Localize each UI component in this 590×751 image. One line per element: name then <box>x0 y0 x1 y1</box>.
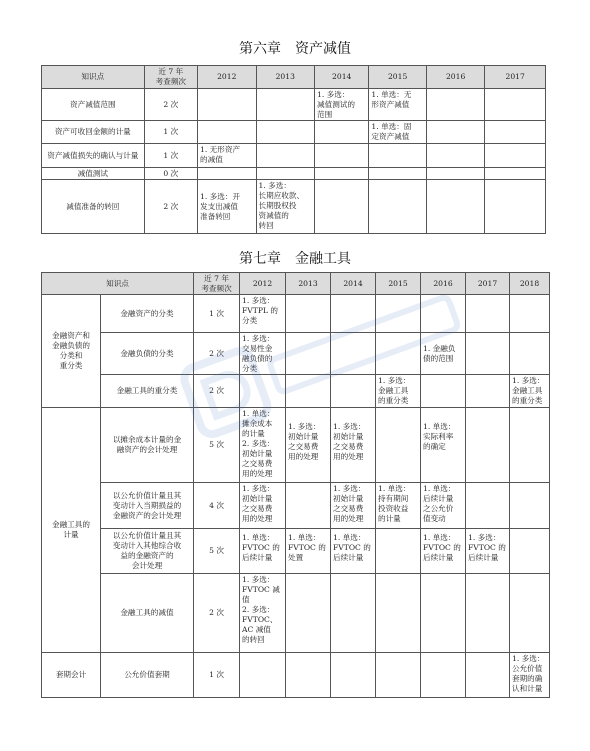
year-cell <box>510 333 550 375</box>
year-cell <box>315 144 369 168</box>
year-cell: 1. 单选： FVTOC 的 后续计量 <box>421 529 466 574</box>
year-cell: 1. 单选：固 定资产减值 <box>369 121 426 144</box>
year-cell <box>198 168 257 180</box>
group-cell: 金融资产和 金融负债的 分类和 重分类 <box>42 295 101 408</box>
year-cell <box>286 375 331 408</box>
year-cell <box>286 483 331 529</box>
year-cell <box>376 574 421 653</box>
freq-cell: 5 次 <box>194 529 240 574</box>
column-header: 知识点 <box>42 66 145 89</box>
table-row <box>42 168 546 180</box>
table-row <box>42 89 546 121</box>
column-header: 2016 <box>421 273 466 295</box>
year-cell <box>426 121 485 144</box>
topic-cell: 减值测试 <box>42 168 145 180</box>
year-cell: 1. 单选： 后续计量 之公允价 值变动 <box>421 483 466 529</box>
chapter-6-title: 第六章 资产减值 <box>239 41 351 57</box>
freq-cell: 1 次 <box>194 295 240 333</box>
column-header: 2015 <box>369 66 426 89</box>
group-cell: 套期会计 <box>42 653 101 698</box>
table-row <box>42 408 550 483</box>
year-cell: 1. 金融负 债的范围 <box>421 333 466 375</box>
year-cell <box>485 89 546 121</box>
column-header: 2018 <box>510 273 550 295</box>
year-cell <box>485 144 546 168</box>
year-cell <box>426 168 485 180</box>
topic-cell: 金融负债的分类 <box>101 333 194 375</box>
year-cell <box>286 333 331 375</box>
year-cell <box>485 168 546 180</box>
year-cell <box>426 89 485 121</box>
table-row <box>42 529 550 574</box>
year-cell <box>256 89 315 121</box>
year-cell <box>485 180 546 234</box>
year-cell <box>198 89 257 121</box>
year-cell <box>331 333 376 375</box>
table-row <box>42 574 550 653</box>
freq-cell: 2 次 <box>144 89 197 121</box>
freq-cell: 1 次 <box>144 121 197 144</box>
year-cell <box>421 653 466 698</box>
year-cell <box>369 180 426 234</box>
group-cell: 金融工具的 计量 <box>42 408 101 653</box>
freq-cell: 5 次 <box>194 408 240 483</box>
topic-cell: 资产减值损失的确认与计量 <box>42 144 145 168</box>
year-cell <box>376 653 421 698</box>
year-cell: 1. 单选： FVTOC 的 处置 <box>286 529 331 574</box>
chapter-7-table <box>41 272 550 698</box>
freq-cell: 2 次 <box>194 333 240 375</box>
year-cell <box>421 574 466 653</box>
year-cell <box>376 529 421 574</box>
year-cell <box>331 653 376 698</box>
topic-cell: 金融工具的减值 <box>101 574 194 653</box>
year-cell <box>510 295 550 333</box>
year-cell <box>369 144 426 168</box>
year-cell <box>198 121 257 144</box>
year-cell <box>466 483 510 529</box>
year-cell <box>510 574 550 653</box>
year-cell <box>256 121 315 144</box>
year-cell <box>331 574 376 653</box>
year-cell: 1. 单选： 摊余成本 的计量 2. 多选： 初始计量 之交易费 用的处理 <box>240 408 286 483</box>
year-cell <box>466 408 510 483</box>
year-cell: 1. 多选： FVTPL 的 分类 <box>240 295 286 333</box>
column-header: 2016 <box>426 66 485 89</box>
column-header: 2012 <box>240 273 286 295</box>
table-row <box>42 295 550 333</box>
year-cell <box>286 574 331 653</box>
year-cell: 1. 多选： 金融工具 的重分类 <box>376 375 421 408</box>
topic-cell: 减值准备的转回 <box>42 180 145 234</box>
year-cell <box>315 168 369 180</box>
year-cell <box>510 483 550 529</box>
year-cell <box>286 653 331 698</box>
year-cell: 1. 多选： 初始计量 之交易费 用的处理 <box>240 483 286 529</box>
column-header: 2012 <box>198 66 257 89</box>
column-header: 近 7 年 考查频次 <box>144 66 197 89</box>
freq-cell: 4 次 <box>194 483 240 529</box>
column-header: 近 7 年 考查频次 <box>194 273 240 295</box>
freq-cell: 1 次 <box>144 144 197 168</box>
chapter-6-table <box>41 65 546 234</box>
column-header: 2013 <box>286 273 331 295</box>
year-cell: 1. 多选： 初始计量 之交易费 用的处理 <box>286 408 331 483</box>
table-header-row <box>42 273 550 295</box>
table-header-row <box>42 66 546 89</box>
year-cell: 1. 多选： 公允价值 套期的确 认和计量 <box>510 653 550 698</box>
topic-cell: 以公允价值计量且其 变动计入当期损益的 金融资产的会计处理 <box>101 483 194 529</box>
year-cell: 1. 多选： FVTOC 减 值 2. 多选： FVTOC、 AC 减值 的转回 <box>240 574 286 653</box>
year-cell <box>240 653 286 698</box>
year-cell: 1. 多选： 初始计量 之交易费 用的处理 <box>331 483 376 529</box>
year-cell <box>315 180 369 234</box>
topic-cell: 金融资产的分类 <box>101 295 194 333</box>
year-cell: 1. 多选： 初始计量 之交易费 用的处理 <box>331 408 376 483</box>
topic-cell: 公允价值套期 <box>101 653 194 698</box>
freq-cell: 1 次 <box>194 653 240 698</box>
table-row <box>42 483 550 529</box>
year-cell <box>376 408 421 483</box>
column-header: 2014 <box>331 273 376 295</box>
topic-cell: 资产减值范围 <box>42 89 145 121</box>
year-cell <box>466 333 510 375</box>
year-cell: 1. 单选： 实际利率 的确定 <box>421 408 466 483</box>
year-cell <box>466 375 510 408</box>
table-row <box>42 375 550 408</box>
table-row <box>42 144 546 168</box>
year-cell <box>376 295 421 333</box>
year-cell: 1. 多选：开 发支出减值 准备转回 <box>198 180 257 234</box>
table-row <box>42 180 546 234</box>
year-cell <box>286 295 331 333</box>
year-cell <box>510 529 550 574</box>
year-cell: 1. 单选：无 形资产减值 <box>369 89 426 121</box>
year-cell: 1. 单选： 持有期间 投资收益 的计量 <box>376 483 421 529</box>
year-cell <box>485 121 546 144</box>
year-cell: 1. 多选： FVTOC 的 后续计量 <box>466 529 510 574</box>
table-row <box>42 333 550 375</box>
year-cell <box>466 295 510 333</box>
column-header: 2013 <box>256 66 315 89</box>
year-cell: 1. 多选： 金融工具 的重分类 <box>510 375 550 408</box>
year-cell: 1. 无形资产 的减值 <box>198 144 257 168</box>
year-cell <box>466 574 510 653</box>
topic-cell: 金融工具的重分类 <box>101 375 194 408</box>
year-cell <box>421 375 466 408</box>
year-cell <box>510 408 550 483</box>
year-cell <box>466 653 510 698</box>
year-cell <box>331 295 376 333</box>
year-cell <box>376 333 421 375</box>
year-cell <box>315 121 369 144</box>
year-cell: 1. 多选： 减值测试的 范围 <box>315 89 369 121</box>
topic-cell: 以摊余成本计量的金 融资产的会计处理 <box>101 408 194 483</box>
year-cell <box>331 375 376 408</box>
chapter-7-title: 第七章 金融工具 <box>239 251 351 267</box>
year-cell <box>240 375 286 408</box>
year-cell <box>256 168 315 180</box>
table-row <box>42 653 550 698</box>
topic-cell: 以公允价值计量且其 变动计入其他综合收 益的金融资产的 会计处理 <box>101 529 194 574</box>
year-cell: 1. 单选： FVTOC 的 后续计量 <box>331 529 376 574</box>
column-header: 2017 <box>485 66 546 89</box>
year-cell: 1. 单选： FVTOC 的 后续计量 <box>240 529 286 574</box>
column-header: 2014 <box>315 66 369 89</box>
year-cell: 1. 多选： 交易性金 融负债的 分类 <box>240 333 286 375</box>
column-header: 2017 <box>466 273 510 295</box>
column-header: 2015 <box>376 273 421 295</box>
freq-cell: 2 次 <box>194 375 240 408</box>
year-cell <box>426 144 485 168</box>
column-header: 知识点 <box>42 273 194 295</box>
topic-cell: 资产可收回金额的计量 <box>42 121 145 144</box>
year-cell: 1. 多选： 长期应收款、 长期股权投 资减值的 转回 <box>256 180 315 234</box>
year-cell <box>426 180 485 234</box>
year-cell <box>421 295 466 333</box>
table-row <box>42 121 546 144</box>
year-cell <box>256 144 315 168</box>
year-cell <box>369 168 426 180</box>
freq-cell: 2 次 <box>144 180 197 234</box>
freq-cell: 2 次 <box>194 574 240 653</box>
freq-cell: 0 次 <box>144 168 197 180</box>
